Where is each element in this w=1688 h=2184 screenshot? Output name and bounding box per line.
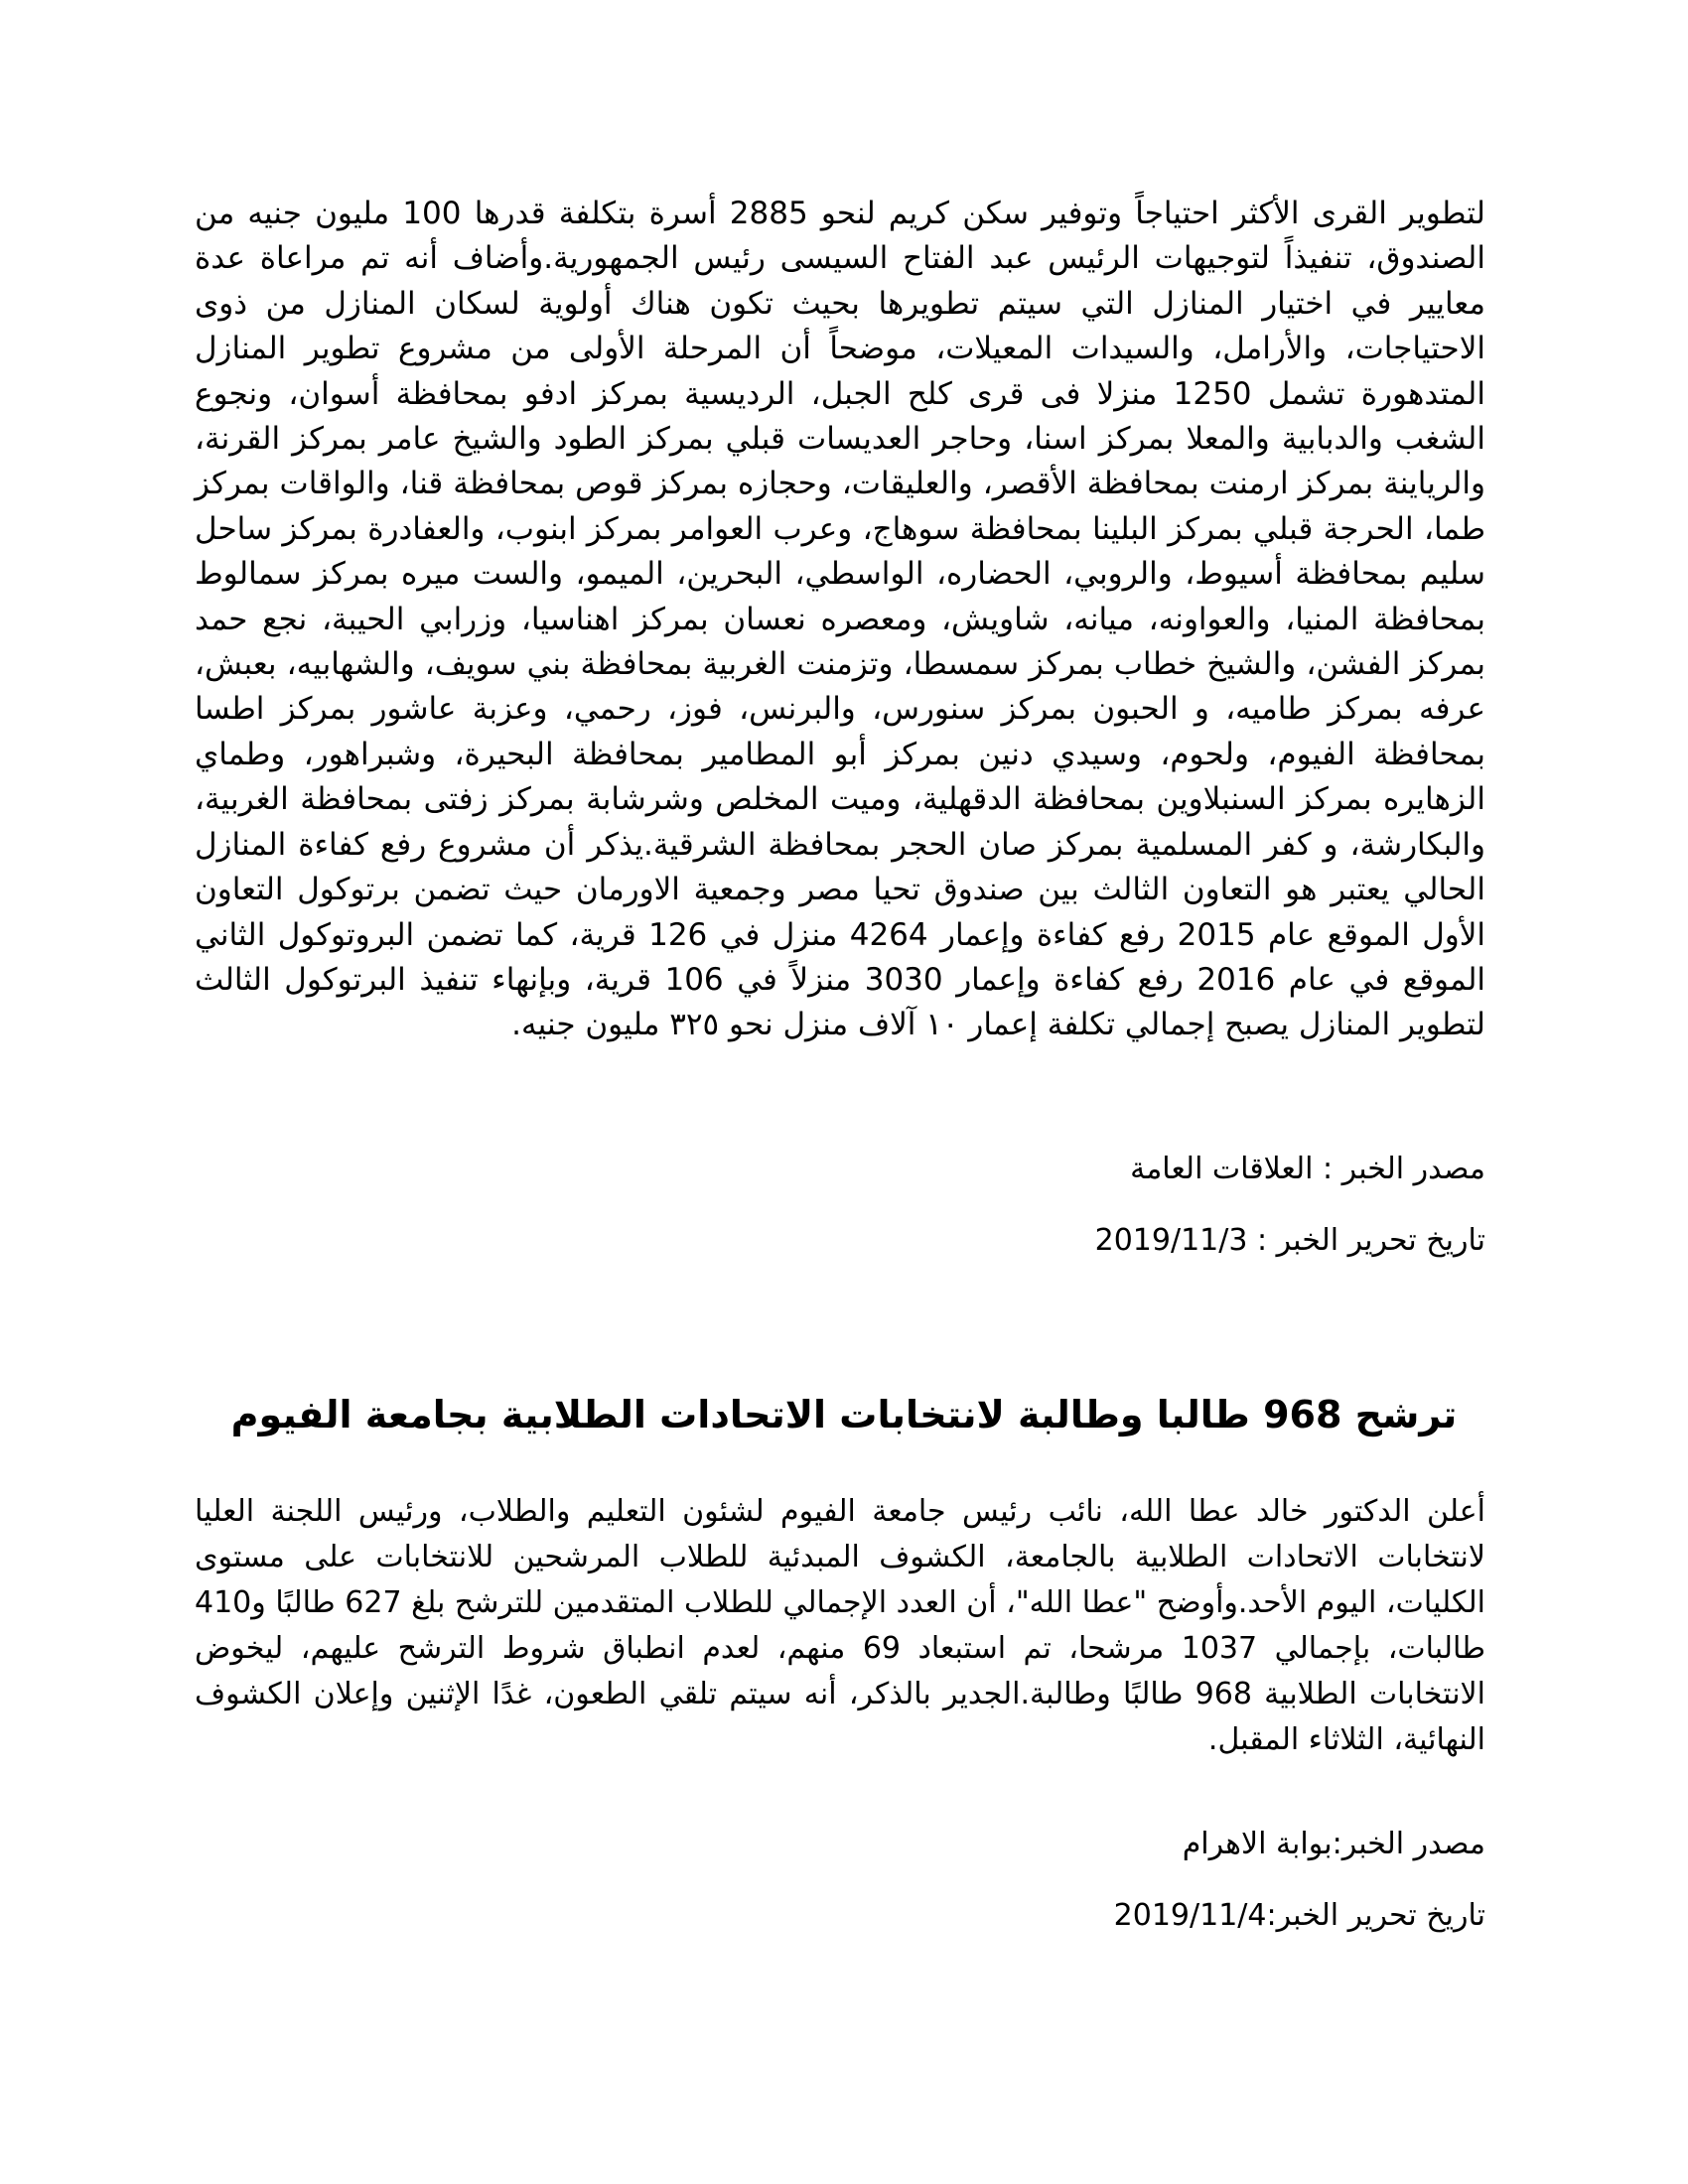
article-2-source: مصدر الخبر:بوابة الاهرام [1182,1827,1485,1861]
article-1-body: لتطوير القرى الأكثر احتياجاً وتوفير سكن كريم لنحو 2885 أسرة بتكلفة قدرها 100 مليون جنيه من الصندوق، تنفيذاً لتوجيهات الرئيس عبد الفتاح السيسى رئيس الجمهورية.وأضاف أنه تم مراعاة عدة معايير في اختيار المنازل التي سيتم تطويرها بحيث تكون هناك أولوية لسكان المنازل من ذوى الاحتياجات، والأرامل، والسيدات المعيلات، موضحاً أن المرحلة الأولى من مشروع تطوير المنازل المتدهورة تشمل 1250 منزلا فى قرى كلح الجبل، الرديسية بمركز ادفو بمحافظة أسوان، ونجوع الشغب والدبابية والمعلا بمركز اسنا، وحاجر العديسات قبلي بمركز الطود والشيخ عامر بمركز القرنة، والرياينة بمركز ارمنت بمحافظة الأقصر، والعليقات، وحجازه بمركز قوص بمحافظة قنا، والواقات بمركز طما، الحرجة قبلي بمركز البلينا بمحافظة سوهاج، وعرب العوامر بمركز ابنوب، والعفادرة بمركز ساحل سليم بمحافظة أسيوط، والروبي، الحضاره، الواسطي، البحرين، الميمو، والست ميره بمركز سمالوط بمحافظة المنيا، والعواونه، ميانه، شاويش، ومعصره نعسان بمركز اهناسيا، وزرابي الحيبة، نجع حمد بمركز الفشن، والشيخ خطاب بمركز سمسطا، وتزمنت الغربية بمحافظة بني سويف، والشهابيه، بعبش، عرفه بمركز طاميه، و الحبون بمركز سنورس، والبرنس، فوز، رحمي، وعزبة عاشور بمركز اطسا بمحافظة الفيوم، ولحوم، وسيدي دنين بمركز أبو المطامير بمحافظة البحيرة، وشبراهور، وطماي الزهايره بمركز السنبلاوين بمحافظة الدقهلية، وميت المخلص وشرشابة بمركز زفتى بمحافظة الغربية، والبكارشة، و كفر المسلمية بمركز صان الحجر بمحافظة الشرقية.يذكر أن مشروع رفع كفاءة المنازل الحالي يعتبر هو التعاون الثالث بين صندوق تحيا مصر وجمعية الاورمان حيث تضمن برتوكول التعاون الأول الموقع عام 2015 رفع كفاءة وإعمار 4264 منزل في 126 قرية، كما تضمن البروتوكول الثاني الموقع في عام 2016 رفع كفاءة وإعمار 3030 منزلاً في 106 قرية، وبإنهاء تنفيذ البرتوكول الثالث لتطوير المنازل يصبح إجمالي تكلفة إعمار ١٠ آلاف منزل نحو ٣٢٥ مليون جنيه. [195,196,1486,1043]
article-1-source: مصدر الخبر : العلاقات العامة [1130,1152,1485,1186]
article-2-title: ترشح 968 طالبا وطالبة لانتخابات الاتحادات الطلابية بجامعة الفيوم [230,1393,1458,1436]
article-2-date: تاريخ تحرير الخبر:2019/11/4 [1113,1898,1485,1933]
article-2-body: أعلن الدكتور خالد عطا الله، نائب رئيس جامعة الفيوم لشئون التعليم والطلاب، ورئيس اللجنة العليا لانتخابات الاتحادات الطلابية بالجامعة، الكشوف المبدئية للطلاب المرشحين للانتخابات على مستوى الكليات، اليوم الأحد.وأوضح "عطا الله"، أن العدد الإجمالي للطلاب المتقدمين للترشح بلغ 627 طالبًا و410 طالبات، بإجمالي 1037 مرشحا، تم استبعاد 69 منهم، لعدم انطباق شروط الترشح عليهم، ليخوض الانتخابات الطلابية 968 طالبًا وطالبة.الجدير بالذكر، أنه سيتم تلقي الطعون، غدًا الإثنين وإعلان الكشوف النهائية، الثلاثاء المقبل. [195,1494,1486,1757]
article-1-date: تاريخ تحرير الخبر : 2019/11/3 [1094,1223,1485,1258]
